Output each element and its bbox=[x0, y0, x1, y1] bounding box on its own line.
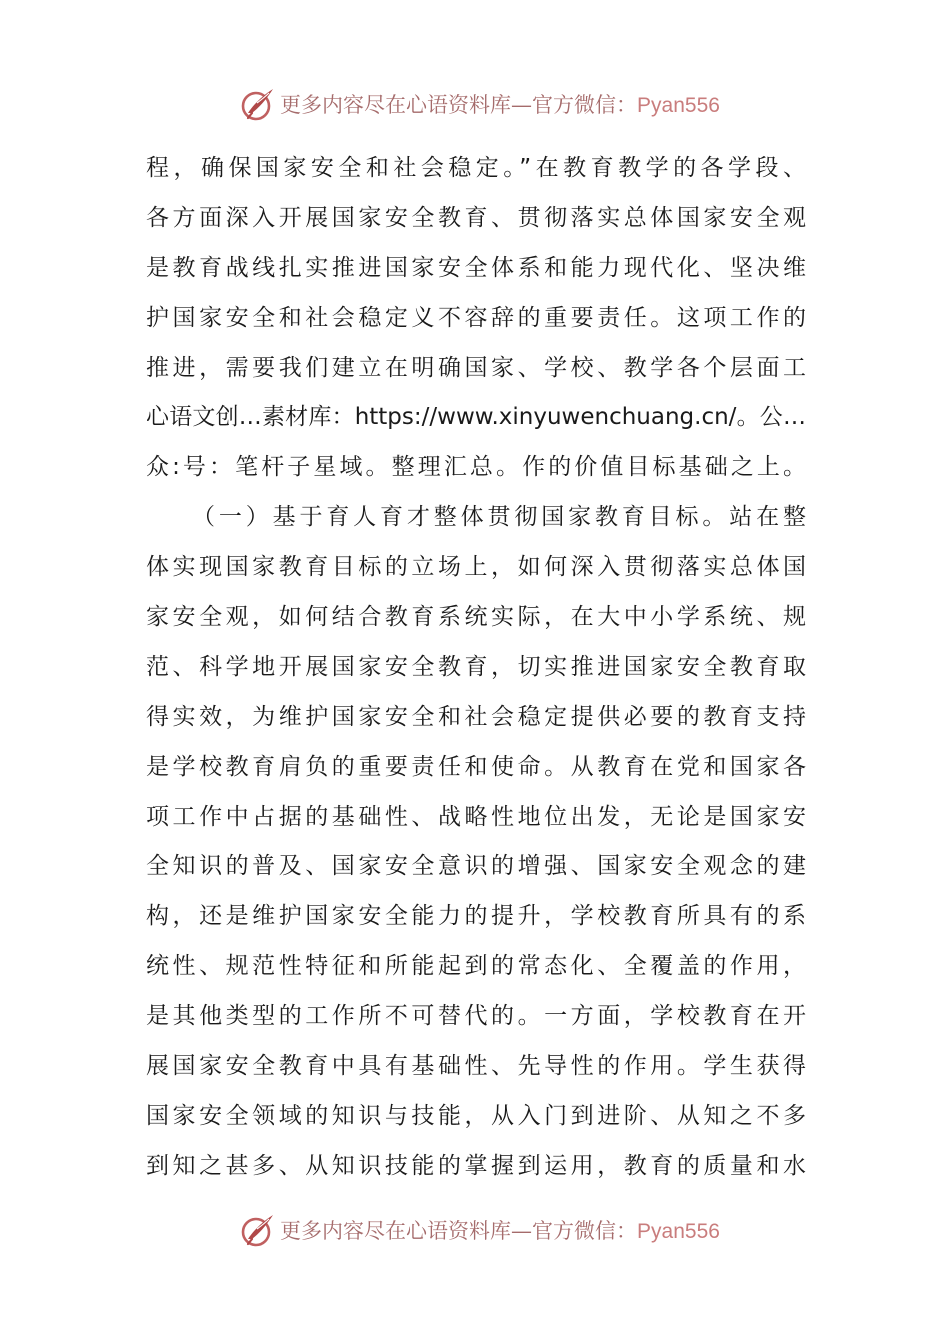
text-line: 各方面深入开展国家安全教育、贯彻落实总体国家安全观 bbox=[146, 204, 806, 231]
text-line: 项工作中占据的基础性、战略性地位出发，无论是国家安 bbox=[146, 803, 806, 830]
text-line: 得实效，为维护国家安全和社会稳定提供必要的教育支持 bbox=[146, 703, 806, 730]
text-line: 范、科学地开展国家安全教育，切实推进国家安全教育取 bbox=[146, 653, 806, 680]
text-line: 体实现国家教育目标的立场上，如何深入贯彻落实总体国 bbox=[146, 554, 806, 581]
text-line: 展国家安全教育中具有基础性、先导性的作用。学生获得 bbox=[146, 1053, 806, 1080]
text-line: 统性、规范性特征和所能起到的常态化、全覆盖的作用， bbox=[146, 953, 806, 980]
footer-banner-content bbox=[240, 1212, 720, 1248]
text-line: 是学校教育肩负的重要责任和使命。从教育在党和国家各 bbox=[146, 753, 806, 780]
text-line: 家安全观，如何结合教育系统实际，在大中小学系统、规 bbox=[146, 604, 806, 631]
footer-banner-text bbox=[280, 1215, 720, 1245]
footer-wechat-id: Pyan556 bbox=[637, 1220, 720, 1243]
footer-banner-label: 更多内容尽在心语资料库—官方微信： bbox=[280, 1219, 638, 1243]
text-line: 全知识的普及、国家安全意识的增强、国家安全观念的建 bbox=[146, 853, 806, 880]
footer-banner bbox=[0, 1210, 950, 1250]
document-body bbox=[146, 144, 806, 1192]
header-banner bbox=[0, 84, 950, 124]
text-line: 国家安全领域的知识与技能，从入门到进阶、从知之不多 bbox=[146, 1102, 806, 1129]
header-banner-content bbox=[240, 86, 720, 122]
quill-logo-icon bbox=[240, 86, 276, 122]
text-line: 推进，需要我们建立在明确国家、学校、教学各个层面工 bbox=[146, 354, 806, 381]
text-line: 是其他类型的工作所不可替代的。一方面，学校教育在开 bbox=[146, 1003, 806, 1030]
text-line: 是教育战线扎实推进国家安全体系和能力现代化、坚决维 bbox=[146, 254, 806, 281]
text-line: 心语文创…素材库：https://www.xinyuwenchuang.cn/。公… bbox=[146, 404, 806, 431]
text-line: 构，还是维护国家安全能力的提升，学校教育所具有的系 bbox=[146, 903, 806, 930]
header-banner-text bbox=[280, 89, 720, 119]
header-banner-label: 更多内容尽在心语资料库—官方微信： bbox=[280, 93, 638, 117]
text-line: 程，确保国家安全和社会稳定。”在教育教学的各学段、 bbox=[146, 155, 806, 181]
quill-logo-icon bbox=[240, 1212, 276, 1248]
text-line: 众:号：笔杆子星域。整理汇总。作的价值目标基础之上。 bbox=[146, 454, 806, 481]
text-line: 到知之甚多、从知识技能的掌握到运用，教育的质量和水 bbox=[146, 1152, 806, 1179]
section-heading-line: （一）基于育人育才整体贯彻国家教育目标。站在整 bbox=[192, 504, 806, 531]
header-wechat-id: Pyan556 bbox=[637, 94, 720, 117]
text-line: 护国家安全和社会稳定义不容辞的重要责任。这项工作的 bbox=[146, 304, 806, 331]
